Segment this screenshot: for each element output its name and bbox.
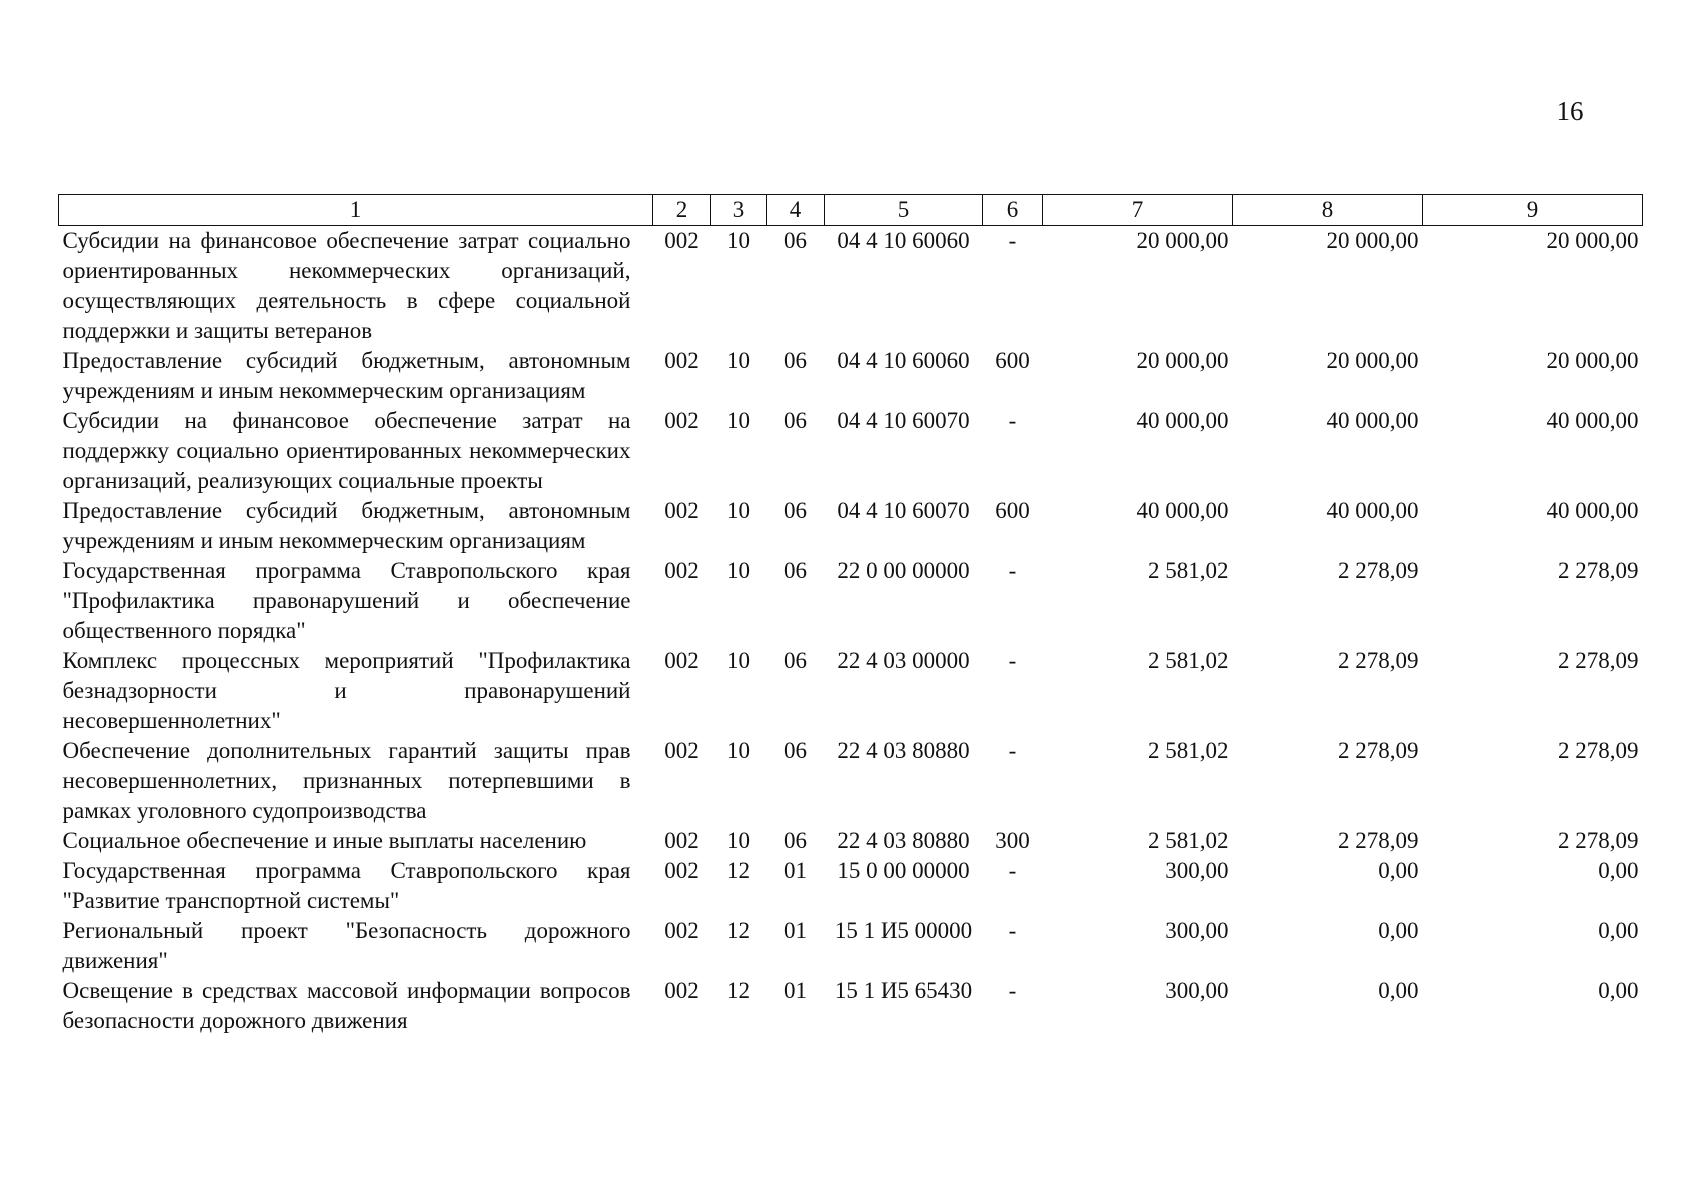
target-code: 15 1 И5 00000: [834, 918, 973, 943]
row-name: Социальное обеспечение и иные выплаты населению: [62, 828, 587, 853]
expense-type-code: 600: [995, 348, 1030, 373]
section-code: 12: [727, 978, 750, 1003]
row-name: Предоставление субсидий бюджетным, автономным учреждениям и иным некоммерческим организациям: [62, 498, 631, 553]
column-header: 5: [825, 195, 983, 226]
amount-col8: 40 000,00: [1326, 408, 1419, 433]
amount-col7: 300,00: [1165, 858, 1229, 883]
amount-col9: 20 000,00: [1546, 228, 1639, 253]
amount-col8: 0,00: [1378, 858, 1419, 883]
table-row: [59, 736, 1643, 826]
subsection-code: 06: [784, 738, 807, 763]
subsection-code: 06: [784, 648, 807, 673]
column-header: 3: [711, 195, 767, 226]
column-header: 8: [1233, 195, 1423, 226]
row-name: Предоставление субсидий бюджетным, автономным учреждениям и иным некоммерческим организациям: [62, 348, 631, 403]
column-header: 1: [59, 195, 653, 226]
target-code: 15 1 И5 65430: [834, 978, 973, 1003]
column-header: 4: [767, 195, 825, 226]
table-row: [59, 646, 1643, 736]
section-code: 10: [727, 408, 750, 433]
section-code: 12: [727, 858, 750, 883]
amount-col8: 2 278,09: [1338, 648, 1419, 673]
amount-col7: 300,00: [1165, 978, 1229, 1003]
amount-col9: 2 278,09: [1558, 648, 1639, 673]
subsection-code: 06: [784, 348, 807, 373]
amount-col8: 20 000,00: [1326, 228, 1419, 253]
row-name: Субсидии на финансовое обеспечение затрат социально ориентированных некоммерческих организаций, осуществляющих деятельность в сфере социальной поддержки и защиты ветеранов: [62, 228, 631, 343]
subsection-code: 06: [784, 828, 807, 853]
expense-type-code: -: [1008, 858, 1017, 883]
expense-type-code: -: [1008, 738, 1017, 763]
table-row: [59, 826, 1643, 856]
ministry-code: 002: [664, 558, 699, 583]
subsection-code: 06: [784, 408, 807, 433]
ministry-code: 002: [664, 408, 699, 433]
target-code: 04 4 10 60070: [837, 498, 970, 523]
subsection-code: 01: [784, 918, 807, 943]
amount-col9: 0,00: [1598, 978, 1639, 1003]
ministry-code: 002: [664, 858, 699, 883]
subsection-code: 06: [784, 228, 807, 253]
subsection-code: 01: [784, 858, 807, 883]
ministry-code: 002: [664, 828, 699, 853]
amount-col8: 2 278,09: [1338, 738, 1419, 763]
table-row: [59, 346, 1643, 406]
section-code: 12: [727, 918, 750, 943]
subsection-code: 01: [784, 978, 807, 1003]
target-code: 04 4 10 60060: [837, 228, 970, 253]
target-code: 22 4 03 80880: [837, 828, 970, 853]
expense-type-code: -: [1008, 978, 1017, 1003]
ministry-code: 002: [664, 348, 699, 373]
target-code: 04 4 10 60070: [837, 408, 970, 433]
column-header: 7: [1043, 195, 1233, 226]
column-header: 2: [653, 195, 711, 226]
ministry-code: 002: [664, 648, 699, 673]
row-name: Комплекс процессных мероприятий "Профилактика безнадзорности и правонарушений несовершеннолетних": [62, 648, 631, 733]
target-code: 15 0 00 00000: [837, 858, 970, 883]
table-row: [59, 976, 1643, 1036]
target-code: 22 0 00 00000: [837, 558, 970, 583]
target-code: 22 4 03 00000: [837, 648, 970, 673]
expense-type-code: 300: [995, 828, 1030, 853]
amount-col8: 0,00: [1378, 918, 1419, 943]
section-code: 10: [727, 648, 750, 673]
column-header: 6: [983, 195, 1043, 226]
row-name: Государственная программа Ставропольского края "Профилактика правонарушений и обеспечение общественного порядка": [62, 558, 631, 643]
ministry-code: 002: [664, 738, 699, 763]
budget-table: [58, 194, 1643, 1036]
column-header: 9: [1423, 195, 1643, 226]
section-code: 10: [727, 498, 750, 523]
amount-col9: 0,00: [1598, 858, 1639, 883]
table-row: [59, 406, 1643, 496]
table-row: [59, 916, 1643, 976]
section-code: 10: [727, 558, 750, 583]
amount-col7: 2 581,02: [1148, 558, 1229, 583]
amount-col9: 20 000,00: [1546, 348, 1639, 373]
expense-type-code: 600: [995, 498, 1030, 523]
amount-col7: 40 000,00: [1136, 498, 1229, 523]
amount-col8: 40 000,00: [1326, 498, 1419, 523]
amount-col7: 40 000,00: [1136, 408, 1229, 433]
expense-type-code: -: [1008, 228, 1017, 253]
amount-col7: 2 581,02: [1148, 738, 1229, 763]
amount-col8: 2 278,09: [1338, 558, 1419, 583]
table-row: [59, 496, 1643, 556]
amount-col7: 2 581,02: [1148, 648, 1229, 673]
subsection-code: 06: [784, 498, 807, 523]
header-row: [59, 195, 1643, 226]
amount-col7: 20 000,00: [1136, 348, 1229, 373]
amount-col8: 0,00: [1378, 978, 1419, 1003]
section-code: 10: [727, 738, 750, 763]
row-name: Государственная программа Ставропольского края "Развитие транспортной системы": [62, 858, 631, 913]
table-row: [59, 226, 1643, 347]
ministry-code: 002: [664, 978, 699, 1003]
ministry-code: 002: [664, 228, 699, 253]
expense-type-code: -: [1008, 408, 1017, 433]
expense-type-code: -: [1008, 918, 1017, 943]
row-name: Региональный проект "Безопасность дорожного движения": [62, 918, 631, 973]
amount-col8: 20 000,00: [1326, 348, 1419, 373]
amount-col7: 2 581,02: [1148, 828, 1229, 853]
page-number: 16: [1556, 96, 1584, 126]
ministry-code: 002: [664, 498, 699, 523]
amount-col8: 2 278,09: [1338, 828, 1419, 853]
row-name: Обеспечение дополнительных гарантий защиты прав несовершеннолетних, признанных потерпевшими в рамках уголовного судопроизводства: [62, 738, 631, 823]
amount-col9: 40 000,00: [1546, 408, 1639, 433]
section-code: 10: [727, 228, 750, 253]
expense-type-code: -: [1008, 558, 1017, 583]
target-code: 04 4 10 60060: [837, 348, 970, 373]
amount-col9: 2 278,09: [1558, 828, 1639, 853]
expense-type-code: -: [1008, 648, 1017, 673]
amount-col9: 2 278,09: [1558, 738, 1639, 763]
table-row: [59, 856, 1643, 916]
ministry-code: 002: [664, 918, 699, 943]
target-code: 22 4 03 80880: [837, 738, 970, 763]
amount-col9: 40 000,00: [1546, 498, 1639, 523]
amount-col9: 2 278,09: [1558, 558, 1639, 583]
amount-col7: 300,00: [1165, 918, 1229, 943]
section-code: 10: [727, 348, 750, 373]
amount-col9: 0,00: [1598, 918, 1639, 943]
row-name: Субсидии на финансовое обеспечение затрат на поддержку социально ориентированных некоммерческих организаций, реализующих социальные проекты: [62, 408, 631, 493]
section-code: 10: [727, 828, 750, 853]
table-row: [59, 556, 1643, 646]
amount-col7: 20 000,00: [1136, 228, 1229, 253]
subsection-code: 06: [784, 558, 807, 583]
row-name: Освещение в средствах массовой информации вопросов безопасности дорожного движения: [62, 978, 631, 1033]
